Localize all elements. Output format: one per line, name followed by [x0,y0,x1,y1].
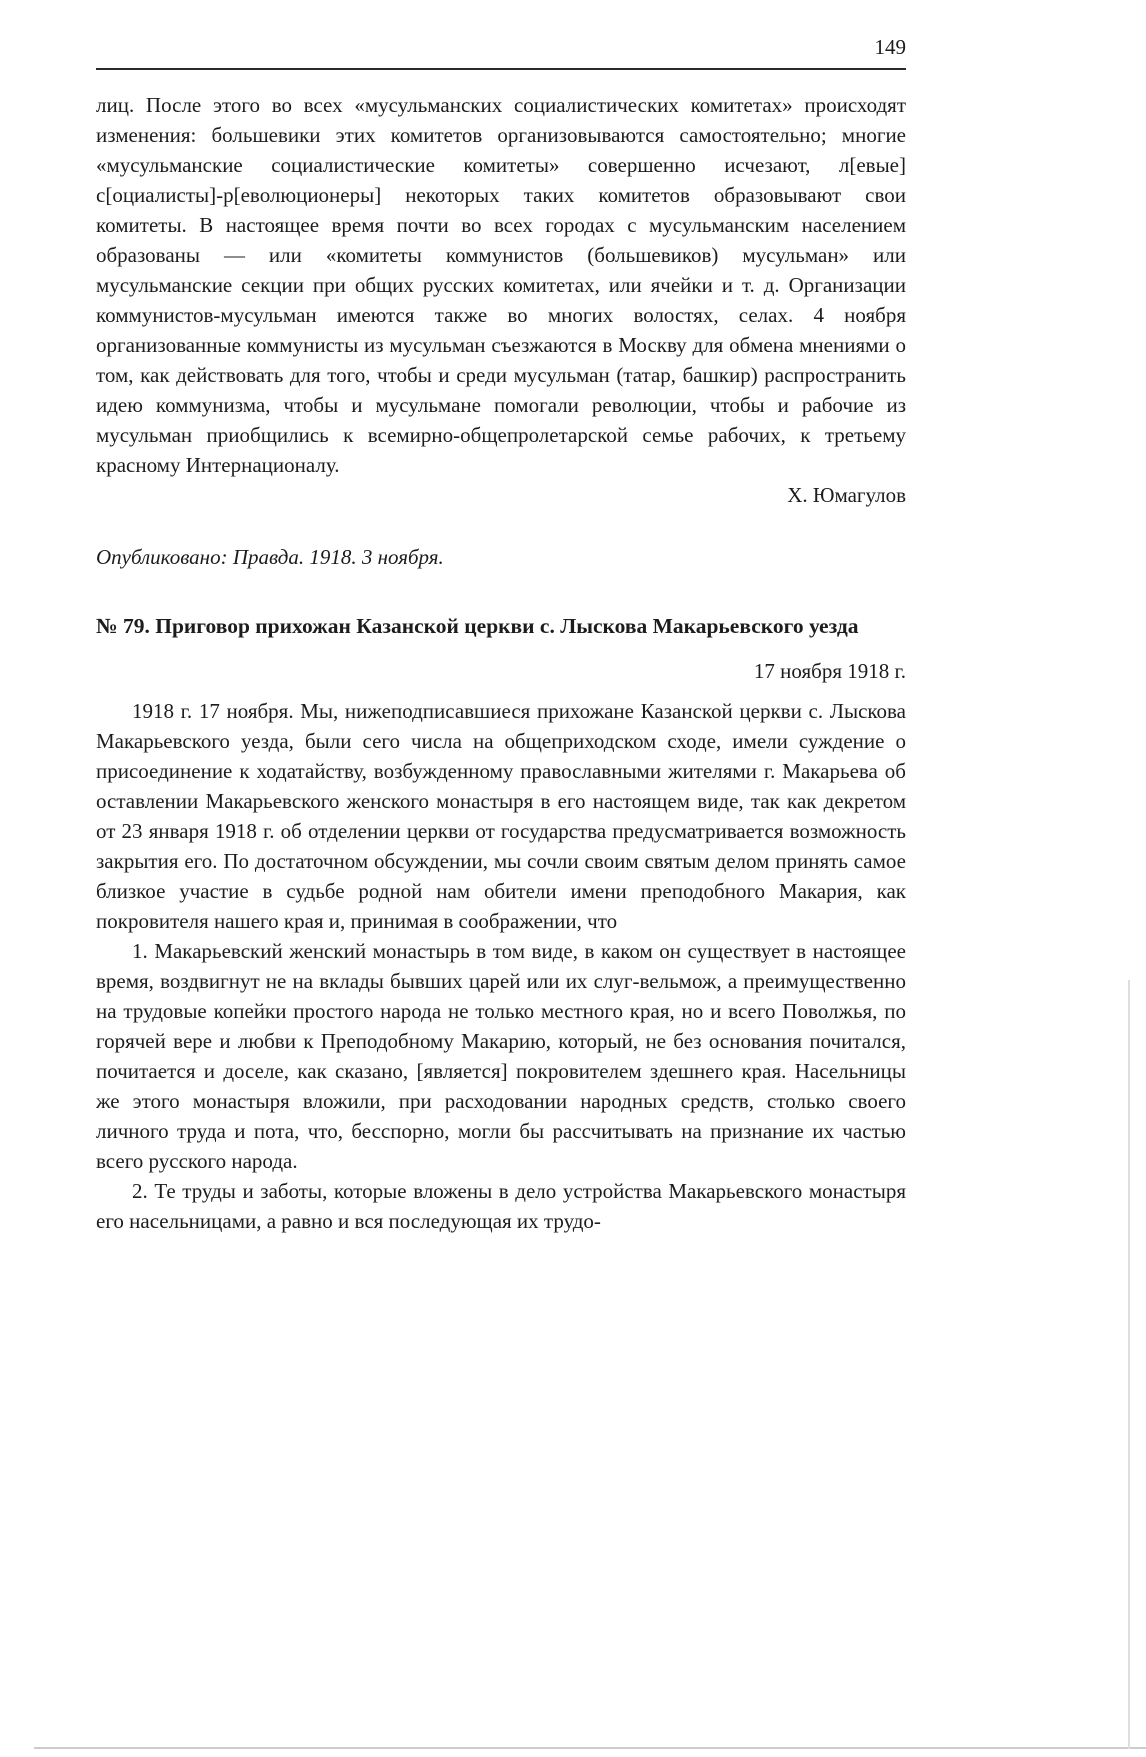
scan-edge-bottom [34,1747,1146,1749]
document-number: № 79. [96,614,150,638]
article-signature: Х. Юмагулов [787,483,906,507]
page-number: 149 [874,35,906,59]
article-continuation-paragraph: лиц. После этого во всех «мусульманских социалистических комитетах» происходят изменения: большевики этих комитетов организовываются самостоятельно; многие «мусульманские социалистические комитеты» совершенно исчезают, л[евые] с[оциалисты]-р[еволюционеры] некоторых таких комитетов образовывают свои комитеты. В настоящее время почти во всех городах с мусульманским населением образованы — или «комитеты коммунистов (большевиков) мусульман» или мусульманские секции при общих русских комитетах, или ячейки и т. д. Организации коммунистов-мусульман имеются также во многих волостях, селах. 4 ноября организованные коммунисты из мусульман съезжаются в Москву для обмена мнениями о том, как действовать для того, чтобы и среди мусульман (татар, башкир) распространить идею коммунизма, чтобы и мусульмане помогали революции, чтобы и рабочие из мусульман приобщились к всемирно-общепролетарской семье рабочих, к третьему красному Интернационалу. [96,93,906,477]
page-content [96,34,906,1236]
document-paragraph: 2. Те труды и заботы, которые вложены в дело устройства Макарьевского монастыря его насельницами, а равно и вся последующая их трудо- [96,1179,906,1233]
scan-edge-right [1128,980,1130,1749]
document-date: 17 ноября 1918 г. [753,659,906,683]
publication-note: Опубликовано: Правда. 1918. 3 ноября. [96,545,444,569]
document-paragraph: 1918 г. 17 ноября. Мы, нижеподписавшиеся прихожане Казанской церкви с. Лыскова Макарьевского уезда, были сего числа на общеприходском сходе, имели суждение о присоединение к ходатайству, возбужденному православными жителями г. Макарьева об оставлении Макарьевского женского монастыря в его настоящем виде, так как декретом от 23 января 1918 г. об отделении церкви от государства предусматривается возможность закрытия его. По достаточном обсуждении, мы сочли своим святым делом принять самое близкое участие в судьбе родной нам обители имени преподобного Макария, как покровителя нашего края и, принимая в соображении, что [96,699,906,933]
document-title: Приговор прихожан Казанской церкви с. Лыскова Макарьевского уезда [155,614,859,638]
header-rule [96,68,906,70]
document-heading [96,610,906,642]
document-paragraph: 1. Макарьевский женский монастырь в том виде, в каком он существует в настоящее время, воздвигнут не на вклады бывших царей или их слуг-вельмож, а преимущественно на трудовые копейки простого народа не только местного края, но и всего Поволжья, по горячей вере и любви к Преподобному Макарию, который, не без основания почитался, почитается и доселе, как сказано, [является] покровителем здешнего края. Насельницы же этого монастыря вложили, при расходовании народных средств, столько своего личного труда и пота, что, бесспорно, могли бы рассчитывать на признание их частью всего русского народа. [96,939,906,1173]
